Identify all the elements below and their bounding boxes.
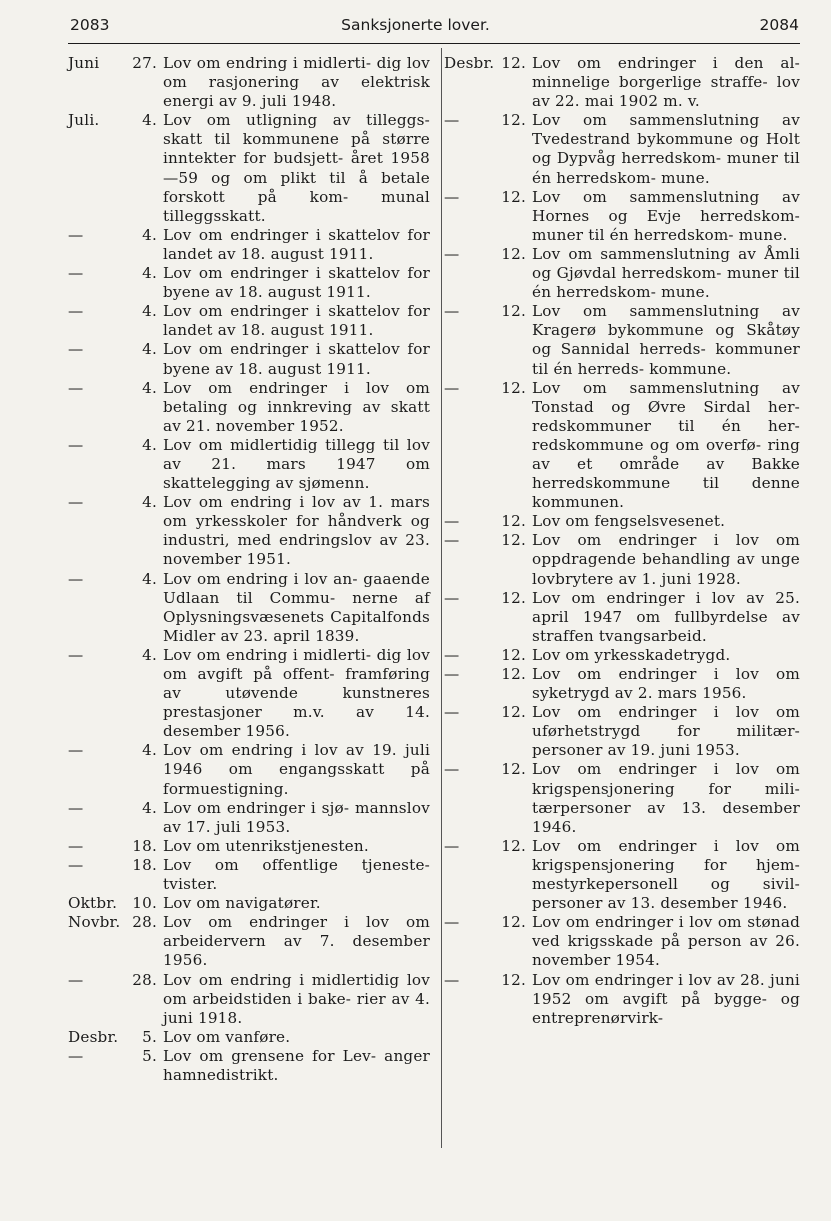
entry-date	[68, 264, 163, 302]
entry-month: Oktbr.	[68, 894, 118, 913]
page-number-right: 2084	[759, 16, 799, 34]
entry-title: Lov om grensene for Lev- anger hamnedistrikt.	[163, 1046, 430, 1084]
entry-day: 4.	[142, 798, 157, 817]
entry-title: Lov om endringer i lov av 25. april 1947 om fullbyrdelse av straffen tvangsarbeid.	[532, 588, 800, 645]
entry-month: —	[444, 760, 460, 779]
entry-day: 4.	[142, 741, 157, 760]
entry-day: 4.	[142, 225, 157, 244]
law-entry	[444, 837, 800, 913]
law-entry	[444, 531, 800, 588]
entry-title: Lov om sammenslutning av Åmli og Gjøvdal herredskom- muner til én herredskom- mune.	[532, 244, 800, 302]
entry-date	[68, 54, 163, 111]
law-entry	[68, 646, 430, 741]
entry-date	[68, 226, 163, 264]
column-divider	[441, 48, 442, 1148]
entry-date	[68, 646, 163, 741]
page-number-left: 2083	[70, 16, 110, 34]
page-title: Sanksjonerte lover.	[341, 16, 490, 34]
entry-title: Lov om endringer i lov om betaling og innkreving av skatt av 21. november 1952.	[163, 378, 430, 435]
law-entry	[444, 760, 800, 836]
entry-date	[444, 531, 532, 588]
entry-date	[444, 837, 532, 913]
entry-day: 12.	[501, 512, 526, 531]
entry-day: 4.	[142, 493, 157, 512]
entry-day: 12.	[501, 645, 526, 664]
entry-month: —	[68, 569, 84, 588]
law-entry	[68, 741, 430, 798]
entry-title: Lov om navigatører.	[163, 894, 321, 913]
entry-date	[68, 971, 163, 1028]
law-entry	[444, 302, 800, 378]
entry-month: —	[444, 703, 460, 722]
entry-month: —	[68, 302, 84, 321]
entry-day: 12.	[501, 531, 526, 550]
entry-date	[68, 379, 163, 436]
law-entry	[444, 589, 800, 646]
entry-month: Desbr.	[444, 54, 495, 72]
entry-day: 12.	[501, 760, 526, 779]
entry-title: Lov om offentlige tjeneste- tvister.	[163, 855, 430, 894]
entry-title: Lov om endringer i lov av 28. juni 1952 om avgift på bygge- og entreprenørvirk-	[532, 970, 800, 1027]
entry-month: —	[444, 970, 460, 989]
law-entry	[444, 646, 800, 665]
entry-title: Lov om sammenslutning av Tvedestrand bykommune og Holt og Dypvåg herredskom- muner til én herredskom- mune.	[532, 111, 800, 187]
entry-month: —	[444, 665, 460, 683]
entry-month: —	[444, 111, 460, 130]
entry-day: 12.	[501, 665, 526, 683]
entry-date	[68, 894, 163, 913]
entry-day: 4.	[142, 302, 157, 321]
entry-month: —	[444, 913, 460, 932]
law-entry	[444, 188, 800, 245]
entry-date	[68, 302, 163, 340]
law-entry	[444, 665, 800, 703]
entry-month: —	[68, 798, 84, 817]
entry-date	[68, 1047, 163, 1085]
law-entry	[68, 971, 430, 1028]
entry-title: Lov om yrkesskadetrygd.	[532, 645, 731, 664]
entry-date	[68, 913, 163, 970]
entry-title: Lov om endringer i skattelov for byene av 18. august 1911.	[163, 264, 430, 302]
entry-date	[68, 493, 163, 569]
entry-month: —	[444, 244, 460, 263]
entry-month: —	[68, 493, 84, 512]
entry-date	[444, 760, 532, 836]
entry-month: —	[68, 741, 84, 760]
entry-date	[444, 111, 532, 187]
entry-day: 28.	[132, 970, 157, 989]
entry-month: Novbr.	[68, 913, 121, 932]
entry-title: Lov om endringer i lov om oppdragende behandling av unge lovbrytere av 1. juni 1928.	[532, 531, 800, 588]
entry-date	[444, 512, 532, 531]
entry-day: 4.	[142, 264, 157, 283]
entry-date	[68, 111, 163, 226]
entry-day: 12.	[501, 378, 526, 397]
law-entry	[444, 111, 800, 187]
entry-date	[444, 703, 532, 760]
entry-day: 12.	[501, 54, 526, 72]
entry-date	[68, 837, 163, 856]
entry-day: 12.	[501, 244, 526, 263]
entry-day: 10.	[132, 894, 157, 913]
entry-title: Lov om utligning av tilleggs- skatt til kommunene på større inntekter for budsjett- året 1958—59 og om plikt til å betale forskott på kom- munal tilleggsskatt.	[163, 111, 430, 225]
entry-month: —	[68, 836, 84, 855]
law-entry	[68, 302, 430, 340]
entry-date	[68, 799, 163, 837]
entry-date	[68, 340, 163, 378]
entry-title: Lov om endring i midlerti- dig lov om rasjonering av elektrisk energi av 9. juli 1948.	[163, 54, 430, 111]
entry-date	[68, 856, 163, 894]
law-entry	[68, 493, 430, 569]
law-entry	[68, 264, 430, 302]
entry-date	[444, 589, 532, 646]
entry-title: Lov om endringer i skattelov for landet av 18. august 1911.	[163, 225, 430, 263]
entry-month: —	[444, 187, 460, 206]
entry-month: —	[444, 531, 460, 550]
entry-day: 12.	[501, 836, 526, 855]
entry-day: 12.	[501, 302, 526, 321]
entry-day: 12.	[501, 703, 526, 722]
entry-month: —	[68, 855, 84, 874]
left-column	[68, 54, 430, 1085]
entry-day: 12.	[501, 111, 526, 130]
entry-date	[444, 379, 532, 513]
entry-title: Lov om endringer i skattelov for landet av 18. august 1911.	[163, 302, 430, 340]
entry-date	[444, 54, 532, 111]
entry-month: —	[444, 645, 460, 664]
law-entry	[68, 837, 430, 856]
law-entry	[444, 54, 800, 111]
entry-title: Lov om endringer i lov om arbeidervern av 7. desember 1956.	[163, 913, 430, 970]
entry-day: 4.	[142, 435, 157, 454]
entry-title: Lov om sammenslutning av Kragerø bykommune og Skåtøy og Sannidal herreds- kommuner til én herreds- kommune.	[532, 302, 800, 378]
entry-title: Lov om sammenslutning av Hornes og Evje herredskom- muner til én herredskom- mune.	[532, 187, 800, 244]
entry-month: —	[68, 970, 84, 989]
entry-day: 4.	[142, 340, 157, 359]
entry-month: —	[68, 435, 84, 454]
header-rule	[68, 43, 800, 44]
entry-date	[444, 913, 532, 970]
entry-title: Lov om fengselsvesenet.	[532, 512, 726, 531]
entry-day: 12.	[501, 913, 526, 932]
entry-month: Desbr.	[68, 1027, 119, 1046]
entry-date	[444, 188, 532, 245]
entry-title: Lov om utenrikstjenesten.	[163, 836, 369, 855]
law-entry	[68, 1028, 430, 1047]
entry-day: 18.	[132, 855, 157, 874]
entry-date	[444, 971, 532, 1028]
law-entry	[68, 799, 430, 837]
entry-month: —	[444, 512, 460, 531]
entry-month: —	[444, 378, 460, 397]
entry-title: Lov om midlertidig tillegg til lov av 21. mars 1947 om skattelegging av sjømenn.	[163, 435, 430, 493]
law-entry	[68, 856, 430, 894]
law-entry	[68, 111, 430, 226]
law-entry	[444, 703, 800, 760]
law-entry	[68, 226, 430, 264]
entry-month: Juni	[68, 54, 100, 72]
entry-title: Lov om endringer i lov om stønad ved krigsskade på person av 26. november 1954.	[532, 913, 800, 970]
law-entry	[68, 379, 430, 436]
entry-day: 12.	[501, 187, 526, 206]
entry-month: —	[68, 225, 84, 244]
law-entry	[444, 913, 800, 970]
entry-month: —	[444, 302, 460, 321]
entry-title: Lov om endringer i sjø- mannslov av 17. juli 1953.	[163, 798, 430, 836]
entry-day: 4.	[142, 569, 157, 588]
entry-date	[444, 302, 532, 378]
entry-day: 12.	[501, 588, 526, 607]
law-entry	[444, 379, 800, 513]
entry-day: 5.	[142, 1027, 157, 1046]
entry-month: —	[68, 378, 84, 397]
entry-day: 5.	[142, 1046, 157, 1065]
right-column	[444, 54, 800, 1028]
entry-date	[444, 646, 532, 665]
entry-title: Lov om endringer i lov om krigspensjonering for mili- tærpersoner av 13. desember 1946.	[532, 760, 800, 836]
entry-day: 12.	[501, 970, 526, 989]
entry-day: 4.	[142, 111, 157, 130]
entry-day: 27.	[132, 54, 157, 72]
entry-month: —	[68, 340, 84, 359]
entry-date	[68, 741, 163, 798]
law-entry	[68, 340, 430, 378]
law-entry	[444, 245, 800, 302]
entry-date	[68, 436, 163, 493]
entry-month: —	[68, 264, 84, 283]
entry-month: —	[444, 836, 460, 855]
law-entry	[444, 971, 800, 1028]
entry-title: Lov om endringer i lov om syketrygd av 2. mars 1956.	[532, 665, 800, 703]
entry-title: Lov om endringer i den al- minnelige borgerlige straffe- lov av 22. mai 1902 m. v.	[532, 54, 800, 111]
entry-day: 18.	[132, 836, 157, 855]
entry-title: Lov om endringer i lov om krigspensjonering for hjem- mestyrkepersonell og sivil- personer av 13. desember 1946.	[532, 836, 800, 913]
entry-day: 28.	[132, 913, 157, 932]
entry-title: Lov om sammenslutning av Tonstad og Øvre Sirdal her- redskommuner til én her- redskommune og om overfø- ring av et område av Bakke herredskommune til denne kommunen.	[532, 378, 800, 512]
entry-date	[444, 665, 532, 703]
law-entry	[68, 54, 430, 111]
law-entry	[68, 436, 430, 493]
law-entry	[444, 512, 800, 531]
law-entry	[68, 913, 430, 970]
law-entry	[68, 894, 430, 913]
entry-title: Lov om endring i lov an- gaaende Udlaan til Commu- nerne af Oplysningsvæsenets Capitalfonds Midler av 23. april 1839.	[163, 569, 430, 645]
entry-month: —	[444, 588, 460, 607]
entry-title: Lov om endring i midlertidig lov om arbeidstiden i bake- rier av 4. juni 1918.	[163, 970, 430, 1027]
entry-month: —	[68, 645, 84, 664]
law-entry	[68, 1047, 430, 1085]
entry-day: 4.	[142, 645, 157, 664]
entry-date	[68, 570, 163, 646]
entry-title: Lov om vanføre.	[163, 1027, 291, 1046]
entry-title: Lov om endring i lov av 19. juli 1946 om engangsskatt på formuestigning.	[163, 741, 430, 798]
entry-title: Lov om endring i midlerti- dig lov om avgift på offent- framføring av utøvende kunstneres prestasjoner m.v. av 14. desember 1956.	[163, 645, 430, 741]
entry-date	[68, 1028, 163, 1047]
entry-date	[444, 245, 532, 302]
entry-month: —	[68, 1046, 84, 1065]
entry-title: Lov om endring i lov av 1. mars om yrkesskoler for håndverk og industri, med endringslov av 23. november 1951.	[163, 493, 430, 569]
entry-month: Juli.	[68, 111, 100, 130]
entry-title: Lov om endringer i lov om uførhetstrygd for militær- personer av 19. juni 1953.	[532, 703, 800, 760]
entry-title: Lov om endringer i skattelov for byene av 18. august 1911.	[163, 340, 430, 378]
entry-day: 4.	[142, 378, 157, 397]
law-entry	[68, 570, 430, 646]
